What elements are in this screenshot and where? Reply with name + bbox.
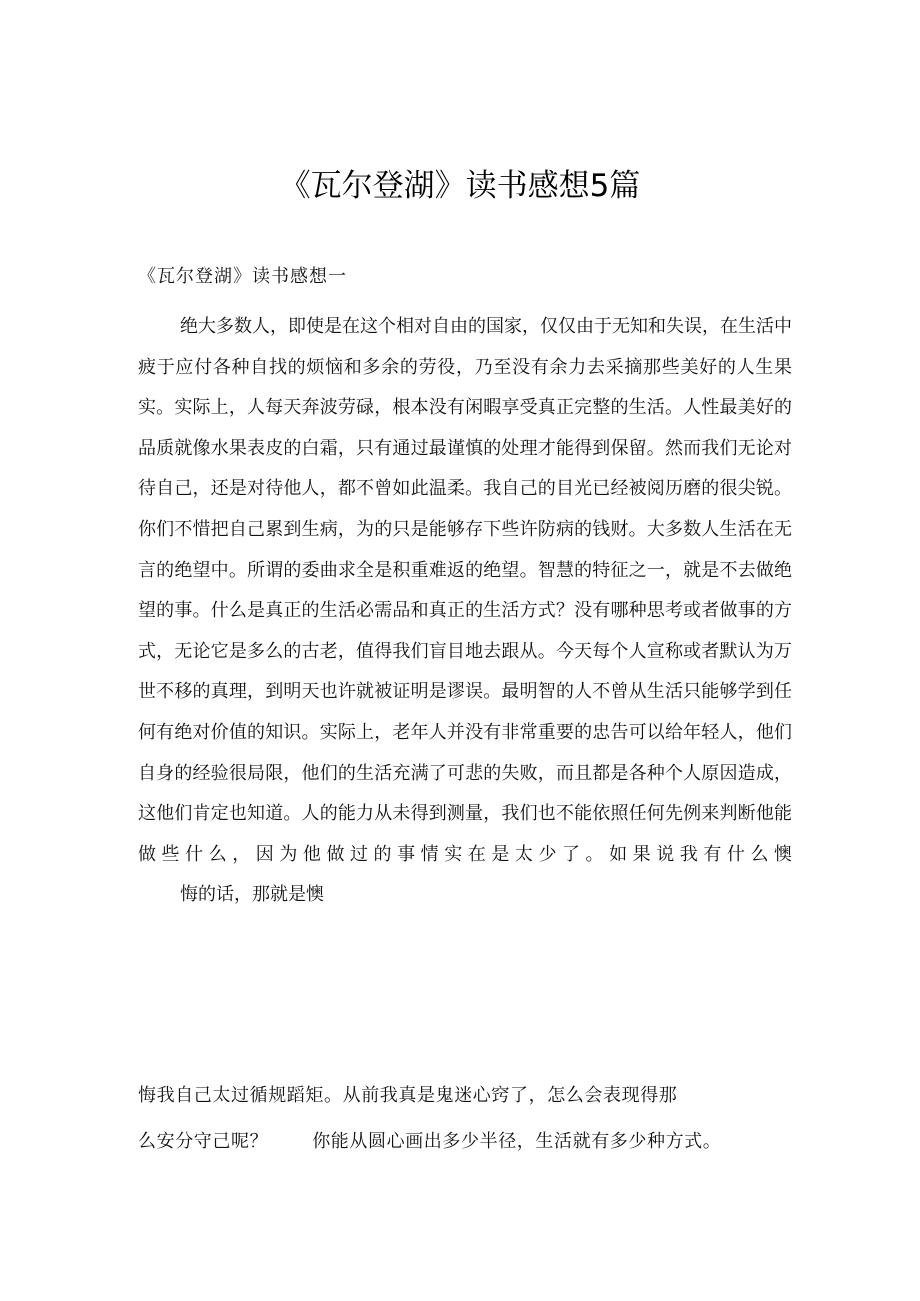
body-paragraph bbox=[138, 307, 792, 916]
body-line-closing bbox=[138, 1129, 721, 1155]
closing-question: 么安分守己呢？ bbox=[138, 1131, 269, 1152]
body-line: 悔我自己太过循规蹈矩。从前我真是鬼迷心窍了，怎么会表现得那 bbox=[138, 1085, 678, 1106]
closing-quote: 你能从圆心画出多少半径，生活就有多少种方式。 bbox=[312, 1131, 722, 1152]
section-heading: 《瓦尔登湖》读书感想一 bbox=[138, 266, 347, 287]
document-title: 《瓦尔登湖》读书感想5篇 bbox=[279, 168, 641, 204]
body-paragraph-text: 绝大多数人，即使是在这个相对自由的国家，仅仅由于无知和失误，在生活中疲于应付各种自找的烦恼和多余的劳役，乃至没有余力去采摘那些美好的人生果实。实际上，人每天奔波劳碌，根本没有闲暇享受真正完整的生活。人性最美好的品质就像水果表皮的白霜，只有通过最谨慎的处理才能得到保留。然而我们无论对待自己，还是对待他人，都不曾如此温柔。我自己的目光已经被阅历磨的很尖锐。你们不惜把自己累到生病，为的只是能够存下些许防病的钱财。大多数人生活在无言的绝望中。所谓的委曲求全是积重难返的绝望。智慧的特征之一，就是不去做绝望的事。什么是真正的生活必需品和真正的生活方式？没有哪种思考或者做事的方式，无论它是多么的古老，值得我们盲目地去跟从。今天每个人宣称或者默认为万世不移的真理，到明天也许就被证明是谬误。最明智的人不曾从生活只能够学到任何有绝对价值的知识。实际上，老年人并没有非常重要的忠告可以给年轻人，他们自身的经验很局限，他们的生活充满了可悲的失败，而且都是各种个人原因造成，这他们肯定也知道。人的能力从未得到测量，我们也不能依照任何先例来判断他能做些什么，因为他做过的事情实在是太少了。如果说我有什么懊 bbox=[138, 316, 792, 865]
body-paragraph-last-line: 悔的话，那就是懊 bbox=[180, 884, 324, 906]
